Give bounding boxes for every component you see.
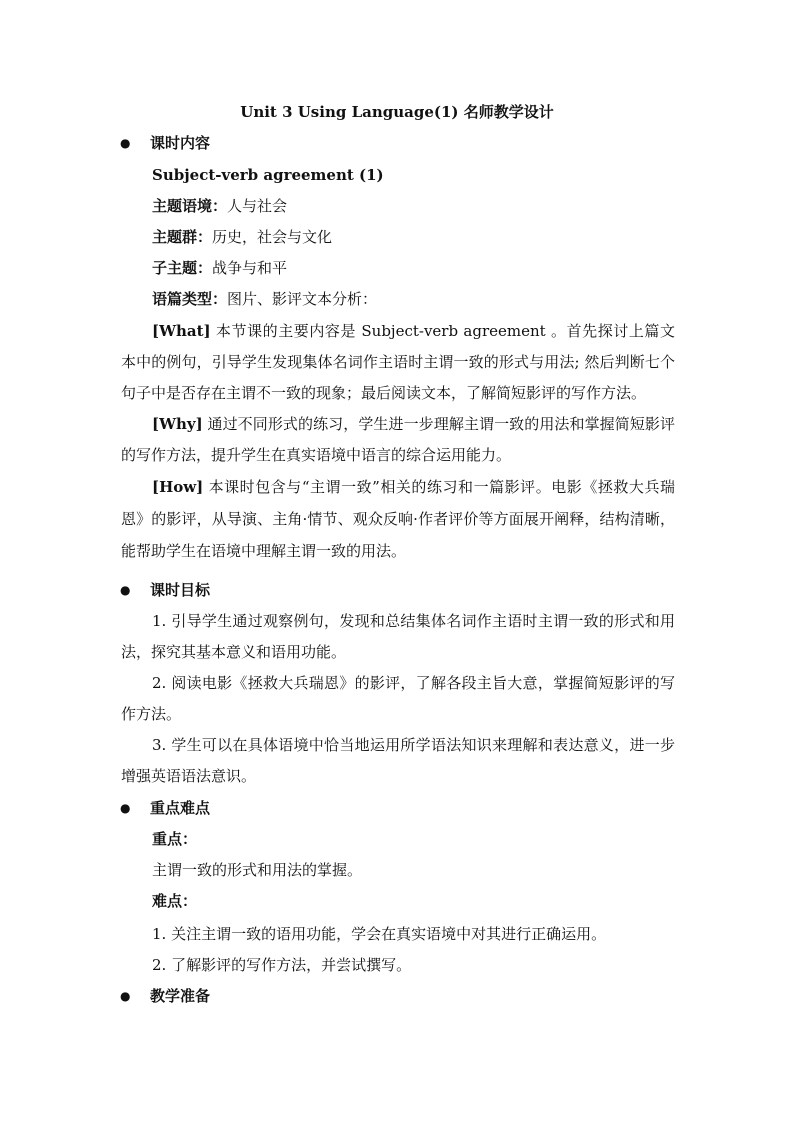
sub-theme-line bbox=[152, 257, 287, 279]
section-heading-preparation bbox=[120, 985, 210, 1007]
section-heading-label: 课时目标 bbox=[150, 581, 211, 599]
bullet-icon: ● bbox=[120, 136, 131, 150]
section-heading-lesson-goals bbox=[120, 579, 210, 601]
theme-context-value: 人与社会 bbox=[227, 197, 288, 215]
key-text: 主谓一致的形式和用法的掌握。 bbox=[152, 861, 363, 879]
text-type-value: 图片、影评文本分析： bbox=[227, 290, 378, 308]
page-title: Unit 3 Using Language(1) 名师教学设计 bbox=[240, 103, 554, 121]
how-text: 本课时包含与“主谓一致”相关的练习和一篇影评。电影《拯救大兵瑞恩》的影评，从导演、主角·情节、观众反响·作者评价等方面展开阐释，结构清晰，能帮助学生在语境中理解主谓一致的用法。 bbox=[121, 478, 675, 560]
text-type-line bbox=[152, 288, 377, 310]
what-text: 本节课的主要内容是 Subject-verb agreement 。首先探讨上篇文本中的例句，引导学生发现集体名词作主语时主谓一致的形式与用法; 然后判断七个句子中是否存在主谓不一致的现象；最后阅读文本，了解简短影评的写作方法。 bbox=[121, 322, 675, 402]
goal-item-3: 3. 学生可以在具体语境中恰当地运用所学语法知识来理解和表达意义，进一步增强英语语法意识。 bbox=[121, 736, 675, 785]
what-paragraph bbox=[121, 316, 675, 409]
theme-group-label: 主题群： bbox=[152, 228, 213, 246]
theme-group-line bbox=[152, 226, 332, 248]
section-heading-label: 重点难点 bbox=[150, 799, 211, 817]
how-tag: [How] bbox=[152, 478, 204, 496]
why-tag: [Why] bbox=[152, 415, 203, 433]
difficult-item-1: 1. 关注主谓一致的语用功能，学会在真实语境中对其进行正确运用。 bbox=[152, 925, 607, 943]
difficult-label: 难点： bbox=[152, 892, 198, 910]
section-heading-lesson-content bbox=[120, 132, 210, 154]
why-text: 通过不同形式的练习，学生进一步理解主谓一致的用法和掌握简短影评的写作方法，提升学生在真实语境中语言的综合运用能力。 bbox=[121, 415, 675, 464]
goal-item-1: 1. 引导学生通过观察例句，发现和总结集体名词作主语时主谓一致的形式和用法，探究其基本意义和语用功能。 bbox=[121, 612, 675, 661]
what-tag: [What] bbox=[152, 322, 211, 340]
goal-item-2: 2. 阅读电影《拯救大兵瑞恩》的影评，了解各段主旨大意，掌握简短影评的写作方法。 bbox=[121, 674, 675, 723]
text-type-label: 语篇类型： bbox=[152, 290, 228, 308]
theme-context-line bbox=[152, 195, 287, 217]
key-label: 重点： bbox=[152, 830, 198, 848]
sub-theme-value: 战争与和平 bbox=[212, 259, 288, 277]
difficult-item-2: 2. 了解影评的写作方法，并尝试撰写。 bbox=[152, 956, 412, 974]
theme-group-value: 历史，社会与文化 bbox=[212, 228, 333, 246]
bullet-icon: ● bbox=[120, 989, 131, 1003]
sub-theme-label: 子主题： bbox=[152, 259, 213, 277]
bullet-icon: ● bbox=[120, 583, 131, 597]
grammar-topic: Subject-verb agreement (1) bbox=[152, 166, 384, 184]
theme-context-label: 主题语境： bbox=[152, 197, 228, 215]
how-paragraph bbox=[121, 471, 675, 567]
bullet-icon: ● bbox=[120, 801, 131, 815]
section-heading-key-points bbox=[120, 797, 210, 819]
section-heading-label: 课时内容 bbox=[150, 134, 211, 152]
why-paragraph bbox=[121, 409, 675, 471]
section-heading-label: 教学准备 bbox=[150, 987, 211, 1005]
